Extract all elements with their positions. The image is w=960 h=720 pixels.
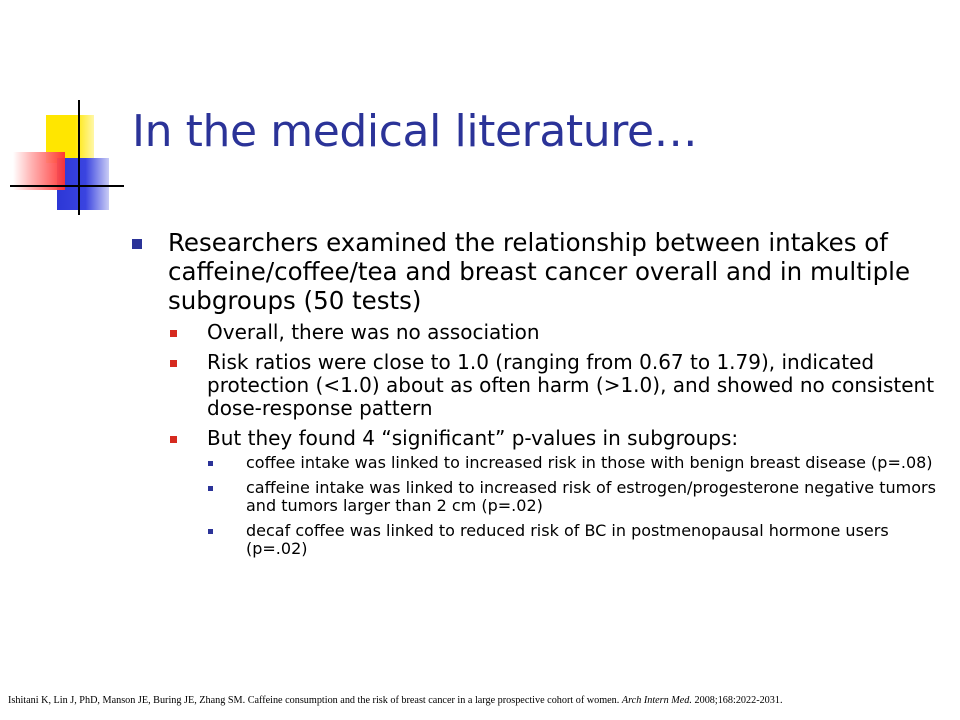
sub-sub-bullet-text: caffeine intake was linked to increased risk of estrogen/progesterone negative tumors and tumors larger than 2 cm (p=.02): [246, 478, 936, 515]
sub-bullet-item: [168, 427, 940, 558]
horizontal-rule: [10, 185, 124, 187]
sub-bullet-text: Overall, there was no association: [207, 320, 540, 344]
bullet-item: [130, 228, 940, 558]
sub-bullet-text: But they found 4 “significant” p-values in subgroups:: [207, 426, 739, 450]
sub-sub-bullet-text: coffee intake was linked to increased risk in those with benign breast disease (p=.08): [246, 453, 933, 472]
sub-bullet-item: [168, 351, 940, 420]
bullet-list: [130, 228, 940, 558]
sub-bullet-text: Risk ratios were close to 1.0 (ranging from 0.67 to 1.79), indicated protection (<1.0) about as often harm (>1.0), and showed no consistent dose-response pattern: [207, 350, 935, 420]
citation-text: Ishitani K, Lin J, PhD, Manson JE, Buring JE, Zhang SM. Caffeine consumption and the risk of breast cancer in a large prospective cohort of women.: [8, 695, 620, 706]
sub-sub-bullet-list: [207, 454, 940, 558]
citation-footer: [8, 695, 783, 706]
citation-details: 2008;168:2022-2031.: [694, 695, 783, 706]
vertical-rule: [78, 100, 80, 215]
sub-sub-bullet-item: [207, 522, 940, 558]
sub-sub-bullet-text: decaf coffee was linked to reduced risk of BC in postmenopausal hormone users (p=.02): [246, 521, 889, 558]
bullet-text: Researchers examined the relationship between intakes of caffeine/coffee/tea and breast cancer overall and in multiple subgroups (50 tests): [168, 228, 911, 315]
sub-sub-bullet-item: [207, 454, 940, 472]
journal-name: Arch Intern Med.: [621, 695, 692, 706]
decorative-squares-logo: [10, 100, 130, 220]
sub-bullet-list: [168, 321, 940, 558]
slide-title: In the medical literature…: [132, 106, 698, 157]
slide-body: [130, 228, 940, 565]
sub-sub-bullet-item: [207, 479, 940, 515]
sub-bullet-item: [168, 321, 940, 344]
